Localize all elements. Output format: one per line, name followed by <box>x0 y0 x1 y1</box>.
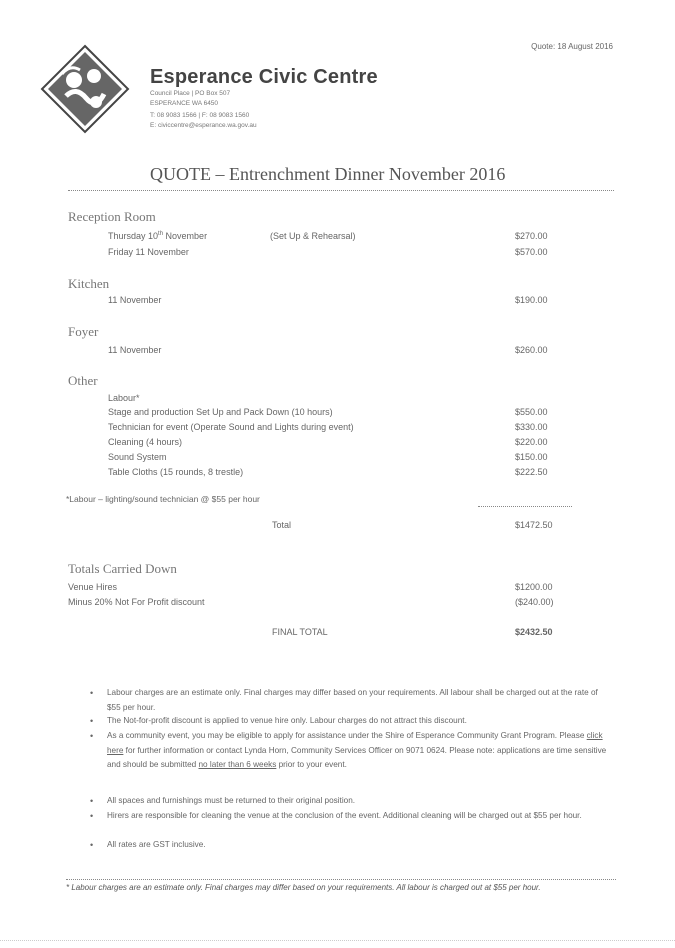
footnote: * Labour charges are an estimate only. Final charges may differ based on your requirements. All labour is charged out at $55 per hour. <box>66 883 541 892</box>
bullet-marker: • <box>90 811 94 821</box>
reception-row-1-label: Thursday 10th November <box>108 231 208 241</box>
title-divider <box>68 190 614 191</box>
bullet-marker: • <box>90 716 94 726</box>
other-row-1-label: Stage and production Set Up and Pack Down (10 hours) <box>108 407 333 417</box>
total-label: Total <box>272 520 292 530</box>
footnote-divider <box>66 879 616 880</box>
click-here-link[interactable]: click here <box>107 731 603 755</box>
totals-row-1-amount: $1200.00 <box>515 582 553 592</box>
civic-centre-logo-icon <box>40 44 130 134</box>
reception-row-2-label: Friday 11 November <box>108 247 189 257</box>
other-row-2-amount: $330.00 <box>515 422 548 432</box>
labour-note: *Labour – lighting/sound technician @ $55 per hour <box>66 494 260 504</box>
reception-row-1-amount: $270.00 <box>515 231 548 241</box>
email-line: E: civiccentre@esperance.wa.gov.au <box>150 122 257 129</box>
section-heading-totals: Totals Carried Down <box>68 561 177 576</box>
page-edge-line <box>0 940 675 941</box>
quote-date: Quote: 18 August 2016 <box>531 42 613 51</box>
other-row-2-label: Technician for event (Operate Sound and Lights during event) <box>108 422 354 432</box>
grant-text-part1: As a community event, you may be eligible to apply for assistance under the Shire of Esperance Community Grant Program. Please <box>107 731 587 740</box>
totals-row-1-label: Venue Hires <box>68 582 118 592</box>
foyer-row-amount: $260.00 <box>515 345 548 355</box>
other-row-1-amount: $550.00 <box>515 407 548 417</box>
other-row-5-amount: $222.50 <box>515 467 548 477</box>
total-underline <box>478 506 572 507</box>
section-heading-other: Other <box>68 373 98 388</box>
totals-row-2-label: Minus 20% Not For Profit discount <box>68 597 205 607</box>
kitchen-row-amount: $190.00 <box>515 295 548 305</box>
labour-subheading: Labour* <box>108 393 140 403</box>
other-row-4-label: Sound System <box>108 452 167 462</box>
bullet-cleaning: Hirers are responsible for cleaning the venue at the conclusion of the event. Additional cleaning will be charged out at $55 per hour. <box>107 811 582 820</box>
section-heading-reception: Reception Room <box>68 209 156 224</box>
final-total-label: FINAL TOTAL <box>272 627 328 637</box>
grant-text-part3: prior to your event. <box>276 760 347 769</box>
address-line: Council Place | PO Box 507 <box>150 90 231 97</box>
bullet-gst: All rates are GST inclusive. <box>107 840 206 849</box>
other-row-3-amount: $220.00 <box>515 437 548 447</box>
total-amount: $1472.50 <box>515 520 553 530</box>
org-name: Esperance Civic Centre <box>150 66 378 88</box>
section-heading-foyer: Foyer <box>68 324 99 339</box>
other-row-3-label: Cleaning (4 hours) <box>108 437 183 447</box>
deadline-text: no later than 6 weeks <box>198 760 277 769</box>
section-heading-kitchen: Kitchen <box>68 276 110 291</box>
kitchen-row-label: 11 November <box>108 295 162 305</box>
document-title: QUOTE – Entrenchment Dinner November 2016 <box>150 164 506 184</box>
bullet-community-grant <box>107 729 612 773</box>
bullet-marker: • <box>90 796 94 806</box>
reception-row-1-note: (Set Up & Rehearsal) <box>270 231 356 241</box>
other-row-4-amount: $150.00 <box>515 452 548 462</box>
city-line: ESPERANCE WA 6450 <box>150 100 219 107</box>
bullet-marker: • <box>90 688 94 698</box>
bullet-marker: • <box>90 840 94 850</box>
final-total-amount: $2432.50 <box>515 627 553 637</box>
totals-row-2-amount: ($240.00) <box>515 597 554 607</box>
bullet-furnishings: All spaces and furnishings must be returned to their original position. <box>107 796 356 805</box>
bullet-labour-estimate: Labour charges are an estimate only. Final charges may differ based on your requirements. All labour shall be charged out at the rate of $55 per hour. <box>107 688 598 712</box>
phone-line: T: 08 9083 1566 | F: 08 9083 1560 <box>150 112 250 119</box>
bullet-discount: The Not-for-profit discount is applied to venue hire only. Labour charges do not attract this discount. <box>107 716 467 725</box>
reception-row-2-amount: $570.00 <box>515 247 548 257</box>
bullet-marker: • <box>90 731 94 741</box>
grant-text-part2: for further information or contact Lynda Horn, Community Services Officer on 9071 0624. Please note: applications are time sensitive and should be submitted <box>107 745 607 769</box>
foyer-row-label: 11 November <box>108 345 162 355</box>
other-row-5-label: Table Cloths (15 rounds, 8 trestle) <box>108 467 244 477</box>
